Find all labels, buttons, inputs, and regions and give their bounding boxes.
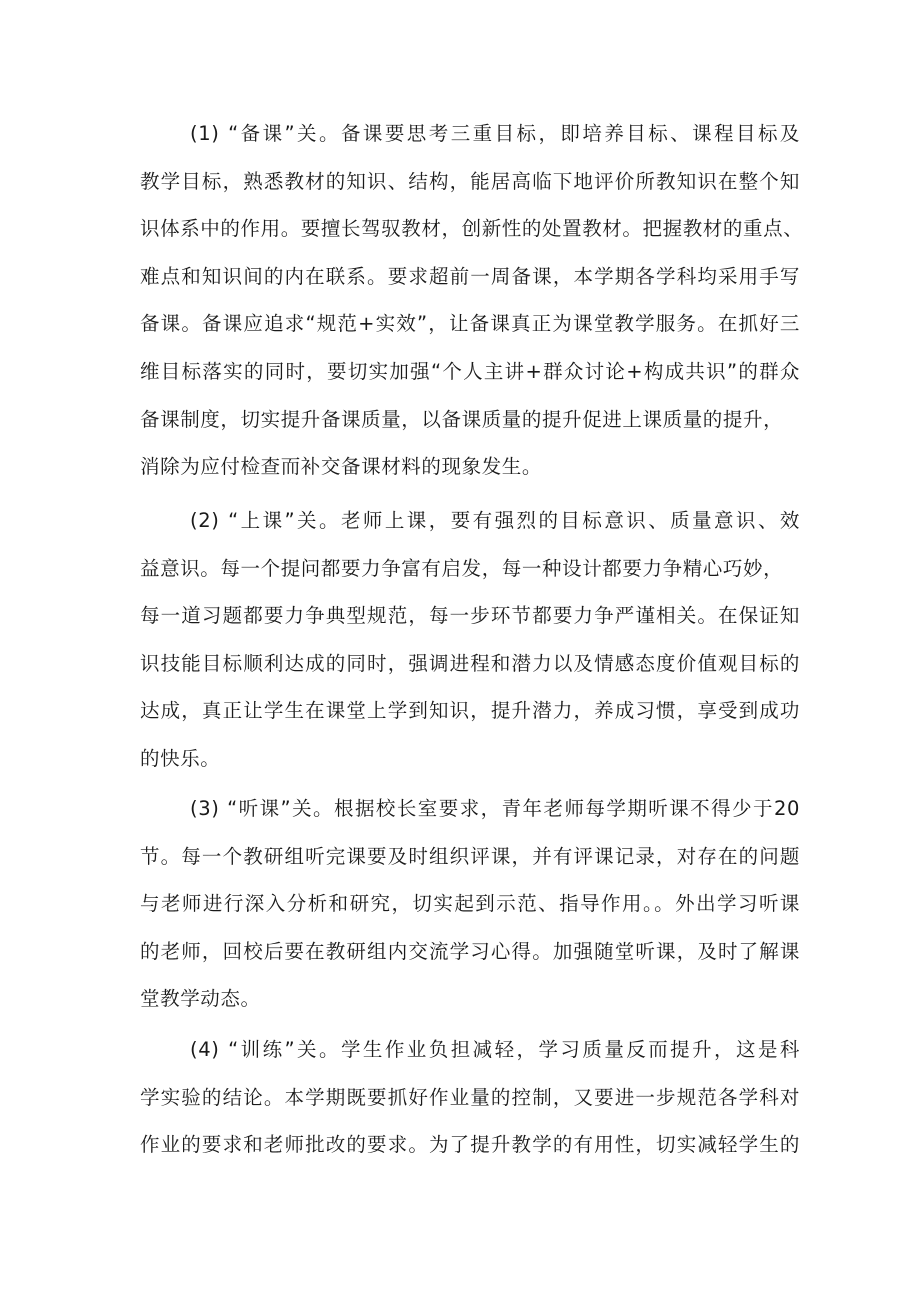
- text-line: 达成，真正让学生在课堂上学到知识，提升潜力，养成习惯，享受到成功: [140, 699, 800, 723]
- text-line: 教学目标，熟悉教材的知识、结构，能居高临下地评价所教知识在整个知: [140, 169, 800, 193]
- text-line: 识体系中的作用。要擅长驾驭教材，创新性的处置教材。把握教材的重点、: [140, 217, 804, 241]
- text-line: 学实验的结论。本学期既要抓好作业量的控制，又要进一步规范各学科对: [140, 1085, 800, 1109]
- paragraph-practice-training: [140, 1026, 800, 1169]
- text-line: 堂教学动态。: [140, 987, 261, 1011]
- text-line: 的快乐。: [140, 746, 221, 770]
- paragraph-class-teaching: [140, 497, 800, 783]
- text-line: 备课。备课应追求“规范+实效”，让备课真正为课堂教学服务。在抓好三: [140, 312, 800, 336]
- text-line: 与老师进行深入分析和研究，切实起到示范、指导作用。。外出学习听课: [140, 892, 800, 916]
- text-line: 作业的要求和老师批改的要求。为了提升教学的有用性，切实减轻学生的: [140, 1133, 800, 1157]
- text-line: 维目标落实的同时，要切实加强“个人主讲+群众讨论+构成共识”的群众: [140, 359, 800, 383]
- text-line: 益意识。每一个提问都要力争富有启发，每一种设计都要力争精心巧妙，: [140, 556, 784, 580]
- text-line: 备课制度，切实提升备课质量，以备课质量的提升促进上课质量的提升，: [140, 407, 784, 431]
- text-line: 每一道习题都要力争典型规范，每一步环节都要力争严谨相关。在保证知: [140, 604, 800, 628]
- text-line: 节。每一个教研组听完课要及时组织评课，并有评课记录，对存在的问题: [140, 844, 800, 868]
- paragraph-lesson-observation: [140, 785, 800, 1023]
- text-line: 消除为应付检查而补交备课材料的现象发生。: [140, 455, 543, 479]
- paragraph-lesson-preparation: [140, 110, 804, 491]
- text-line: 难点和知识间的内在联系。要求超前一周备课，本学期各学科均采用手写: [140, 264, 800, 288]
- text-line: (4) “训练”关。学生作业负担减轻，学习质量反而提升，这是科: [190, 1038, 800, 1061]
- text-line: 的老师，回校后要在教研组内交流学习心得。加强随堂听课，及时了解课: [140, 939, 800, 963]
- text-line: (3) “听课”关。根据校长室要求，青年老师每学期听课不得少于20: [190, 797, 800, 820]
- text-line: 识技能目标顺利达成的同时，强调进程和潜力以及情感态度价值观目标的: [140, 651, 800, 675]
- text-line: (2) “上课”关。老师上课，要有强烈的目标意识、质量意识、效: [190, 509, 800, 532]
- text-line: (1) “备课”关。备课要思考三重目标，即培养目标、课程目标及: [190, 122, 800, 145]
